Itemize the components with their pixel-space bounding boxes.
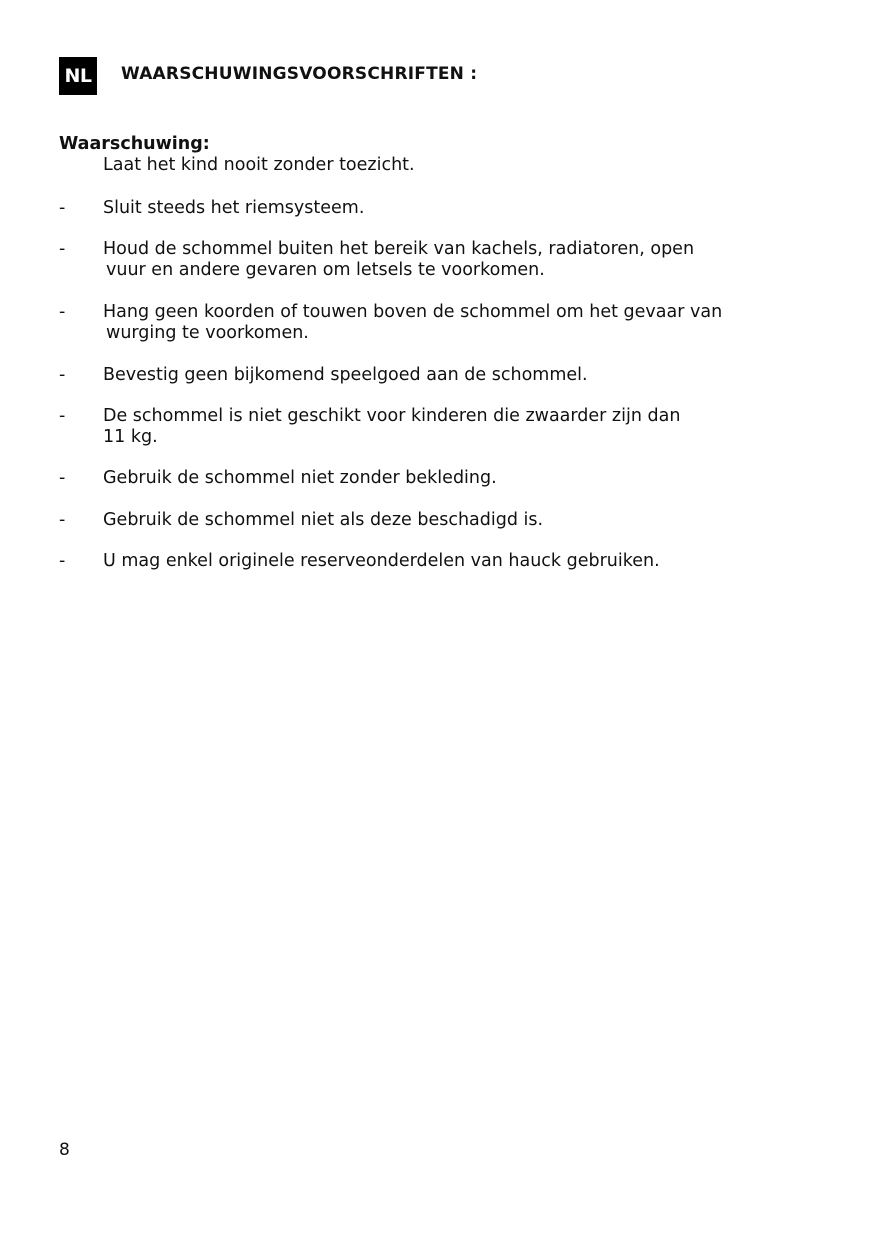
- bullet-dash: -: [59, 365, 66, 385]
- warning-intro-text: Laat het kind nooit zonder toezicht.: [103, 155, 415, 175]
- list-item-line: De schommel is niet geschikt voor kinderen die zwaarder zijn dan: [103, 406, 681, 426]
- list-item-line: vuur en andere gevaren om letsels te voorkomen.: [106, 260, 545, 280]
- bullet-dash: -: [59, 468, 66, 488]
- list-item-text: [103, 406, 819, 448]
- warning-heading: Waarschuwing:: [59, 134, 210, 154]
- list-item-text: [103, 302, 819, 344]
- bullet-dash: -: [59, 239, 66, 259]
- bullet-dash: -: [59, 302, 66, 322]
- list-item-text: U mag enkel originele reserveonderdelen van hauck gebruiken.: [103, 551, 660, 571]
- bullet-dash: -: [59, 406, 66, 426]
- list-item-text: Sluit steeds het riemsysteem.: [103, 198, 365, 218]
- language-badge: NL: [59, 57, 97, 95]
- list-item-line: 11 kg.: [103, 427, 158, 447]
- page-title: WAARSCHUWINGSVOORSCHRIFTEN :: [121, 64, 478, 84]
- list-item-text: Bevestig geen bijkomend speelgoed aan de schommel.: [103, 365, 588, 385]
- list-item-text: Gebruik de schommel niet zonder bekleding.: [103, 468, 497, 488]
- bullet-dash: -: [59, 510, 66, 530]
- list-item-line: Houd de schommel buiten het bereik van kachels, radiatoren, open: [103, 239, 695, 259]
- list-item-line: wurging te voorkomen.: [106, 323, 309, 343]
- bullet-dash: -: [59, 551, 66, 571]
- list-item-text: [103, 239, 819, 281]
- list-item-text: Gebruik de schommel niet als deze beschadigd is.: [103, 510, 544, 530]
- bullet-dash: -: [59, 198, 66, 218]
- page-number: 8: [59, 1140, 70, 1160]
- list-item-line: Hang geen koorden of touwen boven de schommel om het gevaar van: [103, 302, 723, 322]
